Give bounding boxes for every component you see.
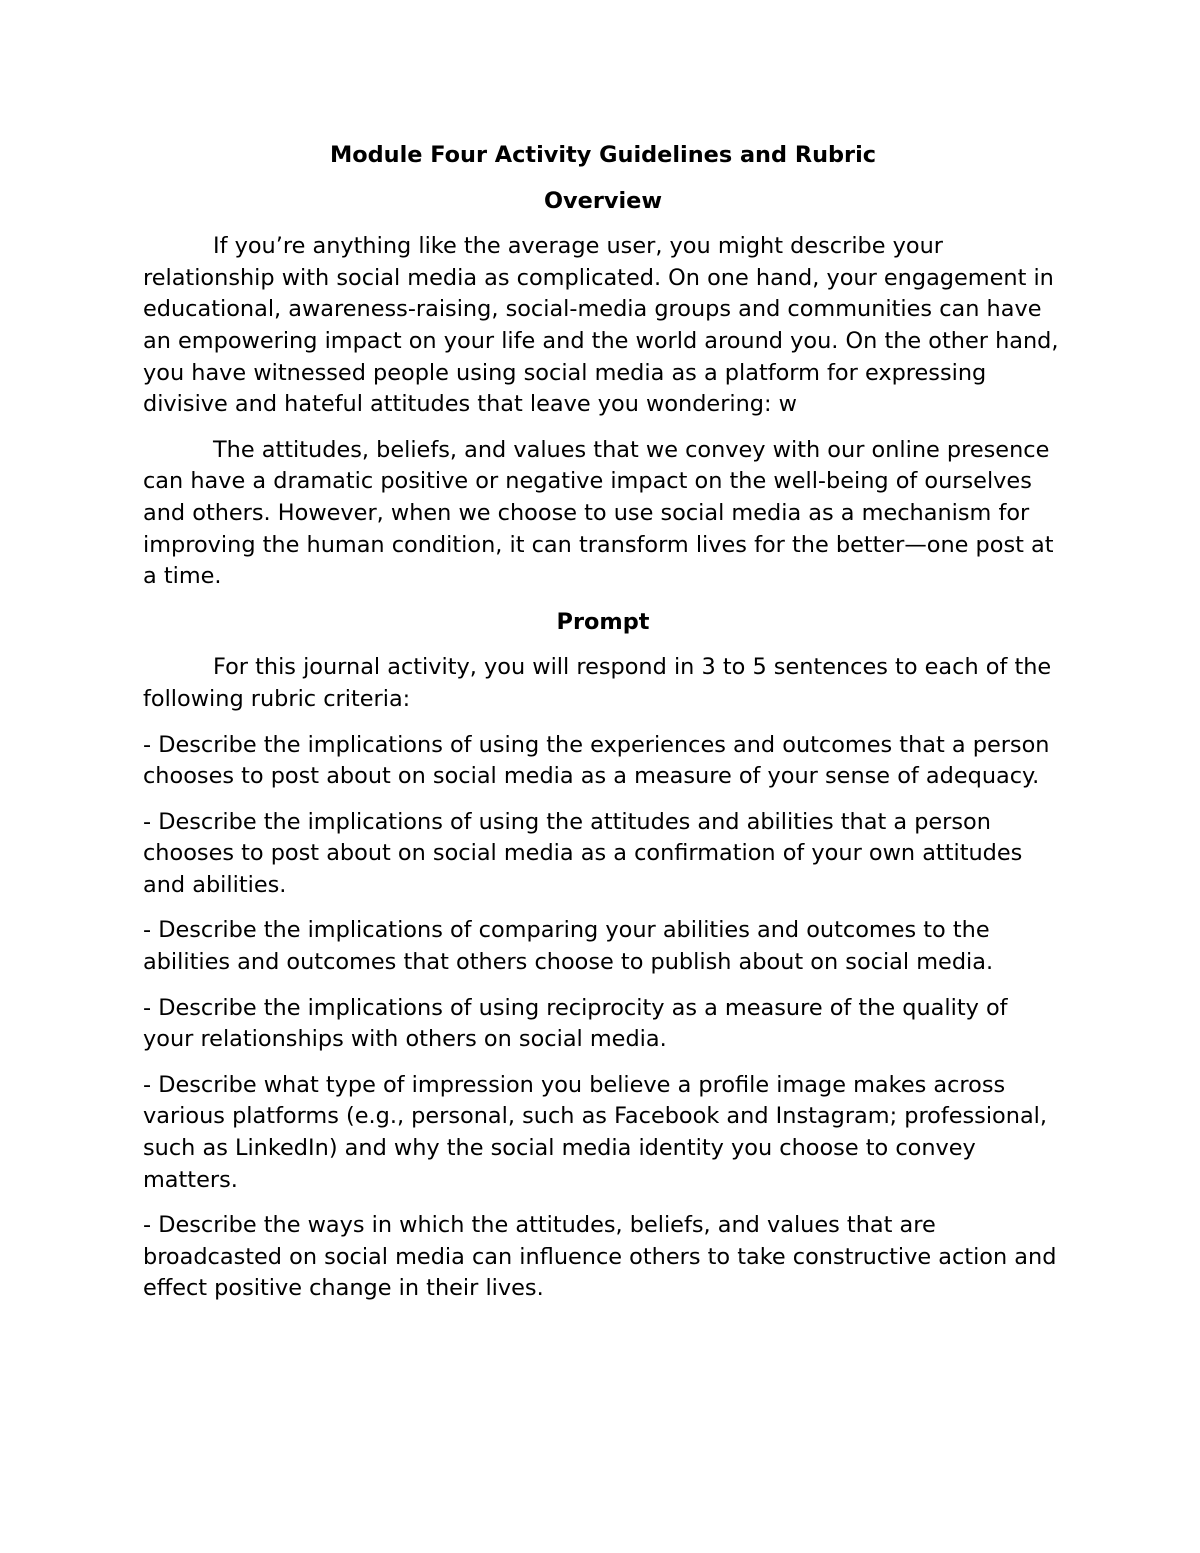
document-body xyxy=(143,140,1063,1319)
rubric-criterion: - Describe the implications of using reciprocity as a measure of the quality of your relationships with others on social media. xyxy=(143,994,1008,1053)
overview-paragraph: If you’re anything like the average user, you might describe your relationship with social media as complicated. On one hand, your engagement in educational, awareness-raising, social-media groups and communities can have an empowering impact on your life and the world around you. On the other hand, you have witnessed people using social media as a platform for expressing divisive and hateful attitudes that leave you wondering: w xyxy=(143,233,1059,418)
rubric-criterion: - Describe the implications of using the attitudes and abilities that a person chooses to post about on social media as a confirmation of your own attitudes and abilities. xyxy=(143,808,1023,898)
rubric-criterion: - Describe the implications of using the experiences and outcomes that a person chooses to post about on social media as a measure of your sense of adequacy. xyxy=(143,731,1050,790)
prompt-intro: For this journal activity, you will respond in 3 to 5 sentences to each of the following rubric criteria: xyxy=(143,654,1052,712)
overview-paragraph: The attitudes, beliefs, and values that we convey with our online presence can have a dramatic positive or negative impact on the well-being of ourselves and others. However, when we choose to use social media as a mechanism for improving the human condition, it can transform lives for the better—one post at a time. xyxy=(143,436,1054,590)
prompt-heading: Prompt xyxy=(556,608,650,635)
rubric-criterion: - Describe the implications of comparing your abilities and outcomes to the abilities and outcomes that others choose to publish about on social media. xyxy=(143,917,994,976)
overview-heading: Overview xyxy=(544,187,662,214)
rubric-criterion: - Describe what type of impression you believe a profile image makes across various platforms (e.g., personal, such as Facebook and Instagram; professional, such as LinkedIn) and why the social media identity you choose to convey matters. xyxy=(143,1071,1048,1193)
document-title: Module Four Activity Guidelines and Rubric xyxy=(329,142,877,168)
rubric-criterion: - Describe the ways in which the attitudes, beliefs, and values that are broadcasted on social media can influence others to take constructive action and effect positive change in their lives. xyxy=(143,1212,1057,1302)
